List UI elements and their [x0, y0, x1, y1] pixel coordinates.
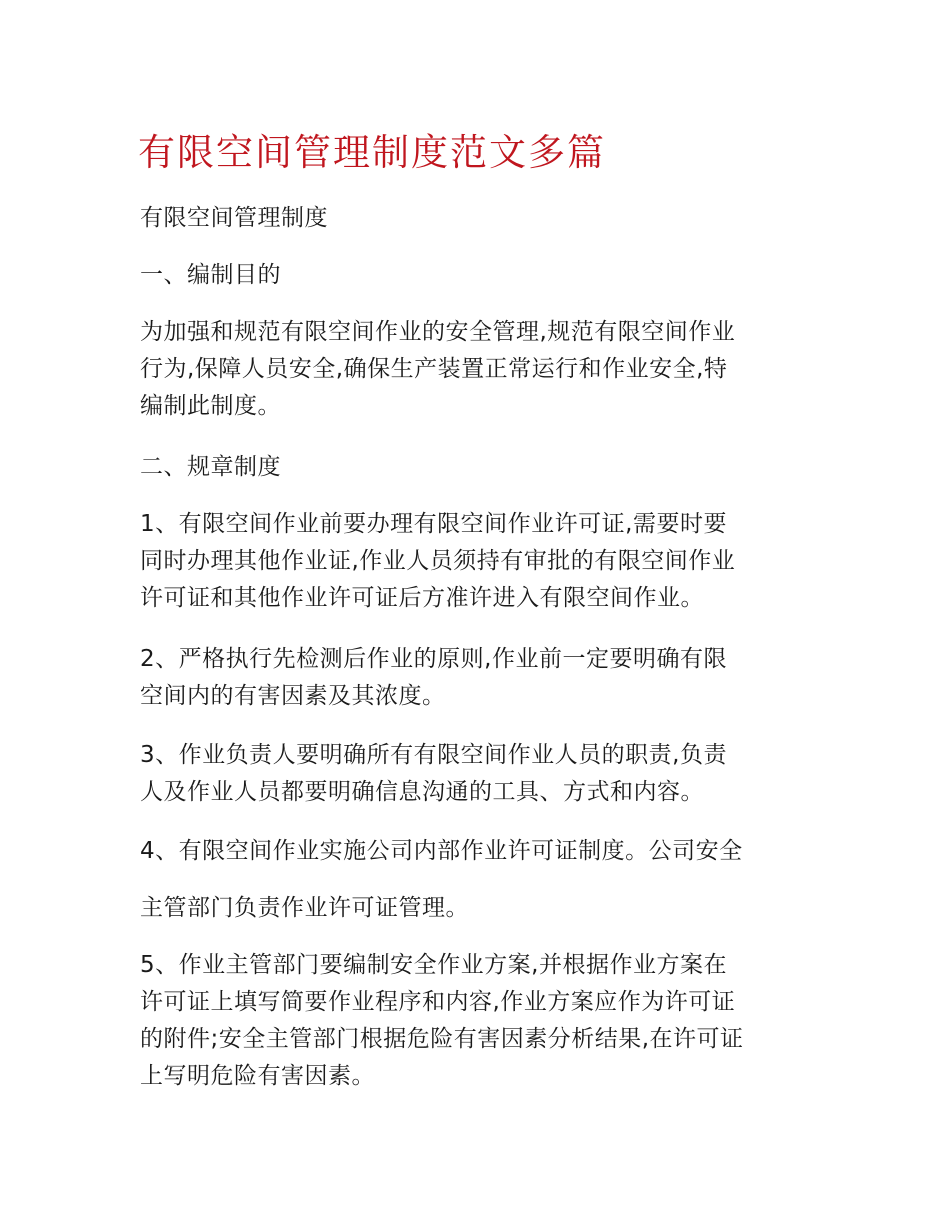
text-line: 主管部门负责作业许可证管理。 — [140, 895, 469, 921]
text-line: 人及作业人员都要明确信息沟通的工具、方式和内容。 — [140, 779, 704, 805]
paragraph-rule-3 — [140, 737, 820, 811]
text-line: 同时办理其他作业证,作业人员须持有审批的有限空间作业 — [140, 548, 736, 574]
text-line: 4、有限空间作业实施公司内部作业许可证制度。公司安全 — [140, 838, 743, 864]
paragraph-rule-4 — [140, 833, 820, 870]
text-line: 为加强和规范有限空间作业的安全管理,规范有限空间作业 — [140, 319, 736, 345]
paragraph-rule-1 — [140, 506, 820, 617]
document-subtitle: 有限空间管理制度 — [140, 205, 328, 231]
section-heading-purpose: 一、编制目的 — [140, 262, 281, 288]
text-line: 2、严格执行先检测后作业的原则,作业前一定要明确有限 — [140, 646, 727, 672]
document-title: 有限空间管理制度范文多篇 — [138, 131, 606, 174]
section-heading-rules: 二、规章制度 — [140, 454, 281, 480]
paragraph-rule-4-cont — [140, 890, 820, 927]
text-line: 空间内的有害因素及其浓度。 — [140, 683, 446, 709]
paragraph-rule-2 — [140, 641, 820, 715]
paragraph-rule-5 — [140, 947, 820, 1095]
text-line: 的附件;安全主管部门根据危险有害因素分析结果,在许可证 — [140, 1026, 744, 1052]
text-line: 1、有限空间作业前要办理有限空间作业许可证,需要时要 — [140, 511, 727, 537]
text-line: 编制此制度。 — [140, 393, 281, 419]
text-line: 许可证和其他作业许可证后方准许进入有限空间作业。 — [140, 585, 704, 611]
text-line: 许可证上填写简要作业程序和内容,作业方案应作为许可证 — [140, 989, 736, 1015]
text-line: 行为,保障人员安全,确保生产装置正常运行和作业安全,特 — [140, 356, 728, 382]
paragraph-purpose — [140, 314, 820, 425]
text-line: 上写明危险有害因素。 — [140, 1063, 375, 1089]
text-line: 3、作业负责人要明确所有有限空间作业人员的职责,负责 — [140, 742, 727, 768]
text-line: 5、作业主管部门要编制安全作业方案,并根据作业方案在 — [140, 952, 727, 978]
